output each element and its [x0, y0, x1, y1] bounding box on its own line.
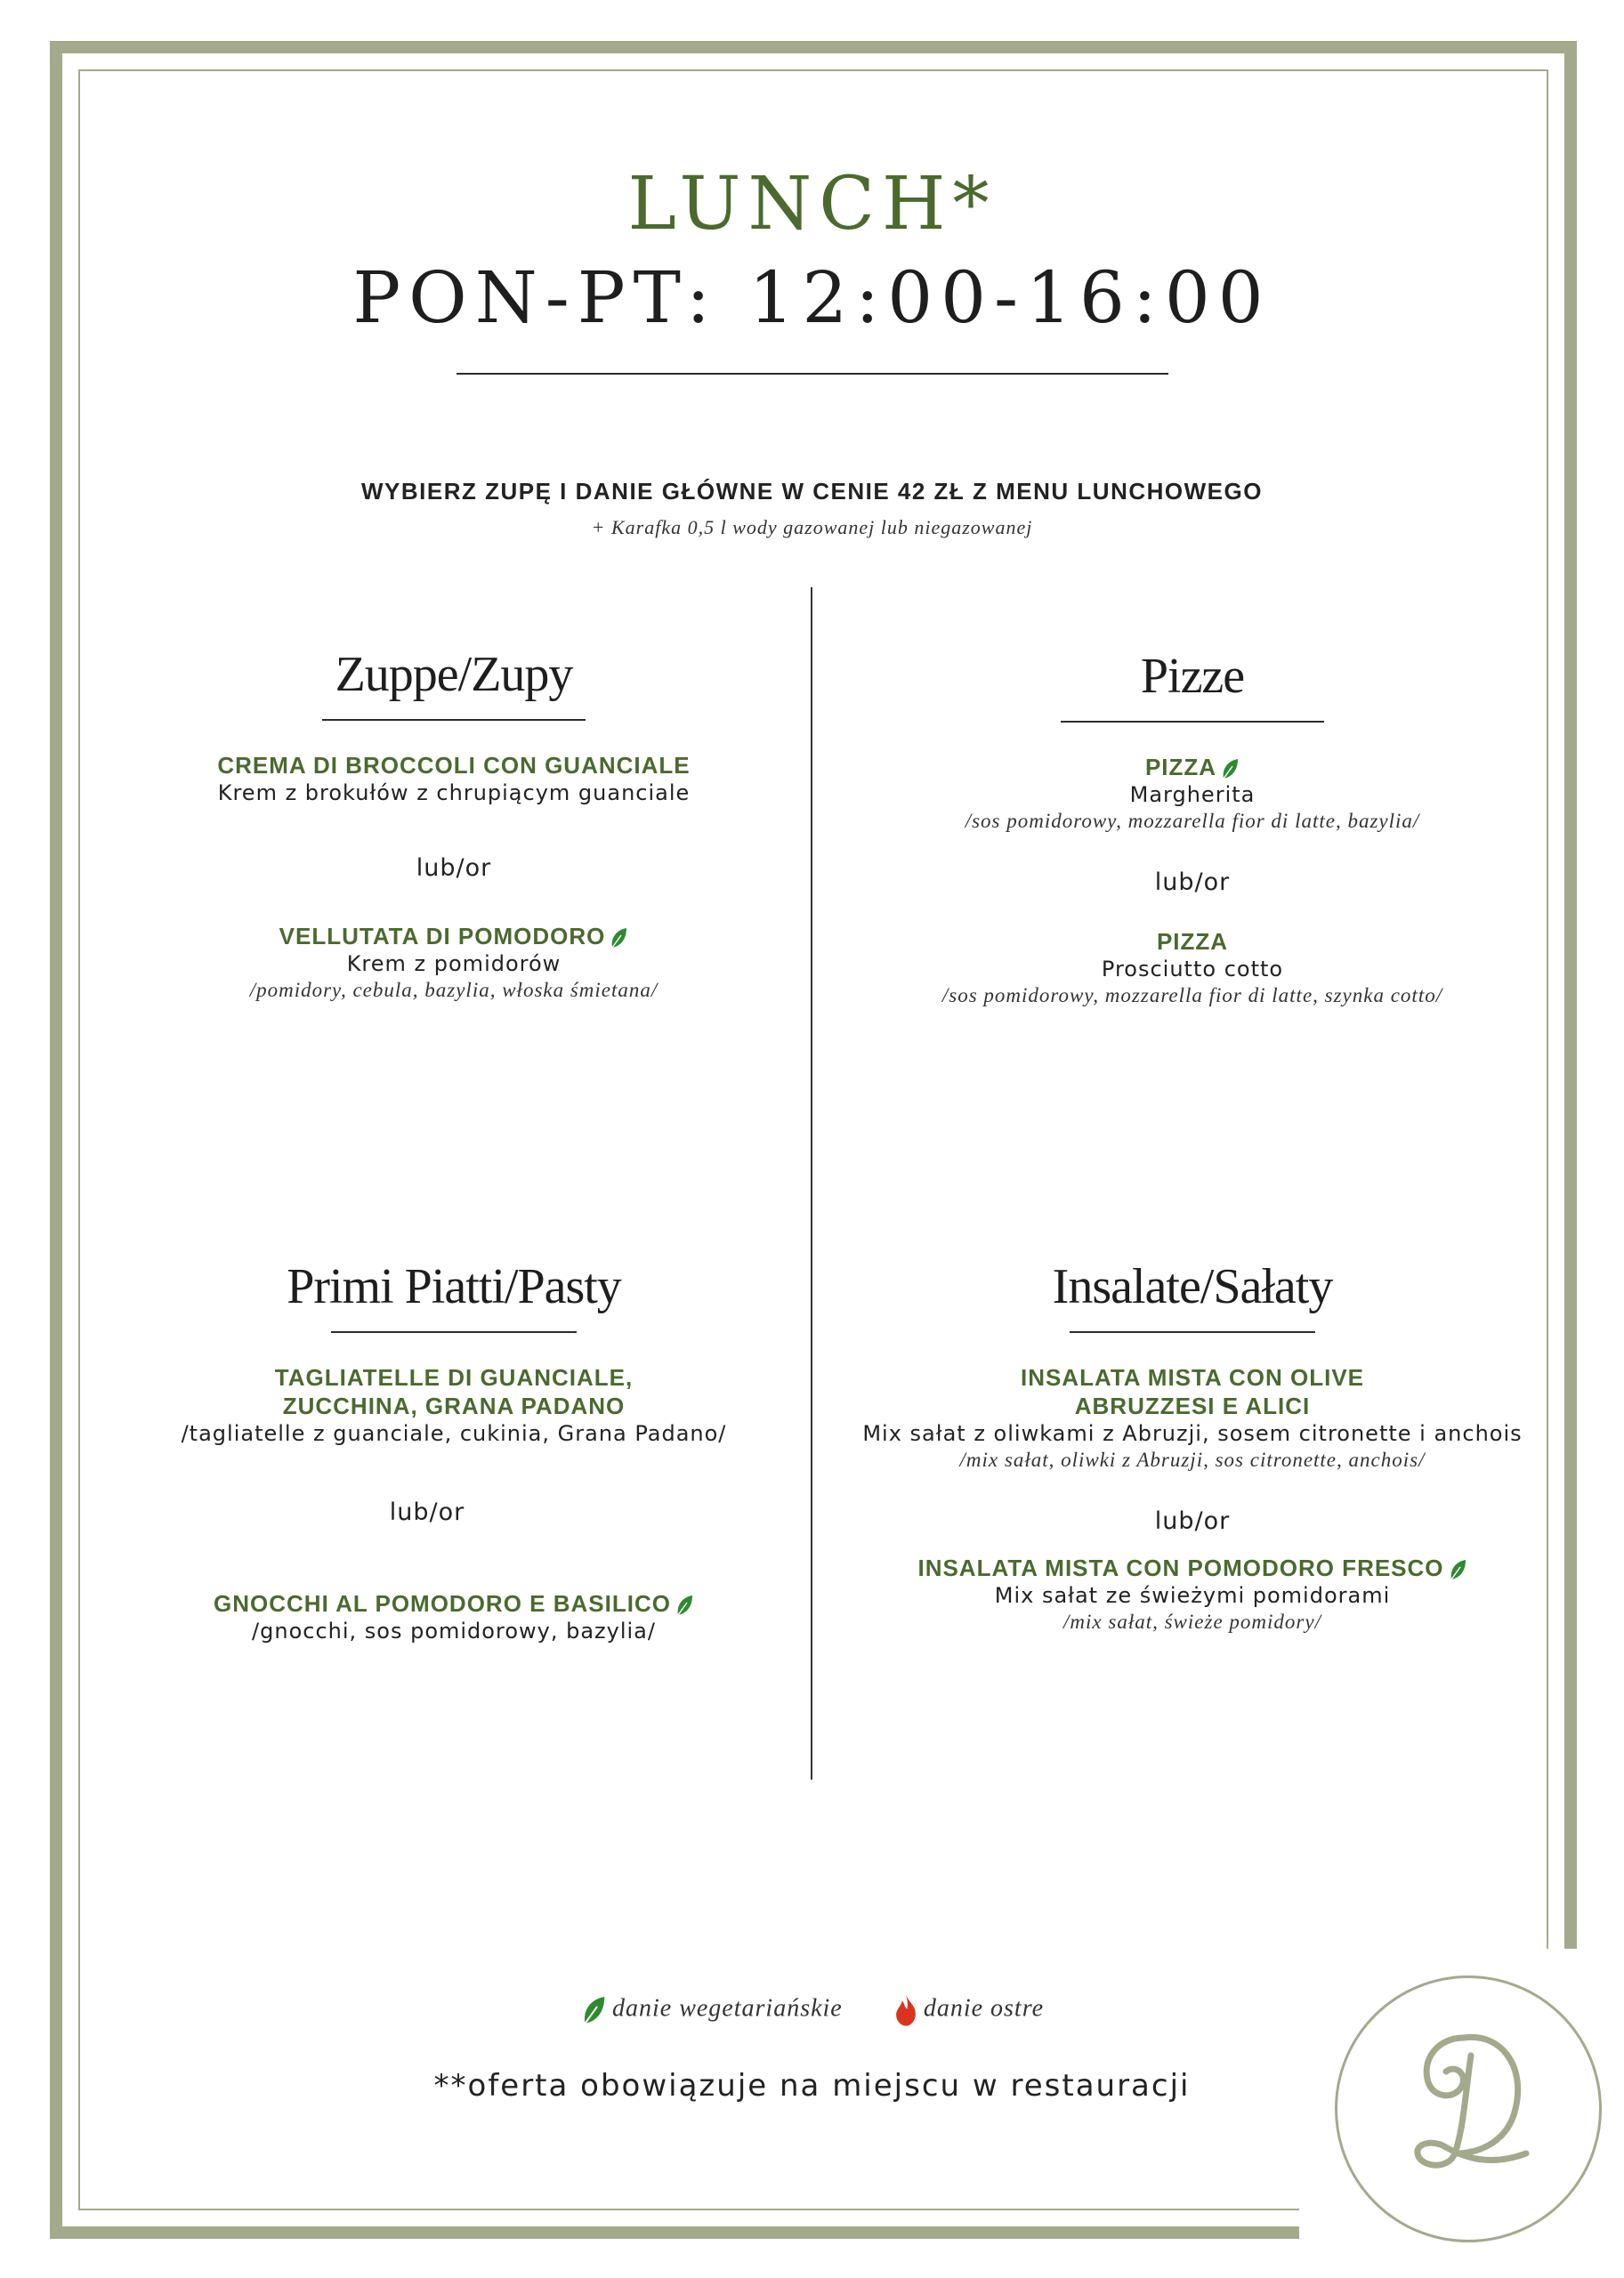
section-title: Pizze — [1140, 649, 1245, 704]
dish-name: PIZZA — [1144, 754, 1217, 780]
dish-description: Krem z pomidorów — [346, 951, 562, 976]
offer-text: WYBIERZ ZUPĘ I DANIE GŁÓWNE W CENIE 42 ZŁ Z MENU LUNCHOWEGO — [361, 478, 1263, 505]
menu-hours: PON-PT: 12:00-16:00 — [352, 256, 1272, 339]
section-title: Primi Piatti/Pasty — [287, 1259, 621, 1314]
vegetarian-leaf-icon — [580, 1994, 607, 2026]
section-rule — [322, 719, 586, 721]
restaurant-logo-icon — [1402, 2020, 1544, 2180]
inner-frame — [78, 69, 1548, 2210]
dish-name: ABRUZZESI E ALICI — [1074, 1393, 1311, 1419]
menu-title: LUNCH* — [627, 162, 997, 246]
dish-ingredients: /sos pomidorowy, mozzarella fior di latte, bazylia/ — [965, 810, 1420, 832]
dish-description: Mix sałat ze świeżymi pomidorami — [994, 1583, 1391, 1608]
or-separator: lub/or — [1154, 868, 1231, 896]
dish-name: GNOCCHI AL POMODORO E BASILICO — [214, 1590, 671, 1617]
dish-name: CREMA DI BROCCOLI CON GUANCIALE — [217, 752, 691, 779]
title-divider — [456, 373, 1168, 375]
dish-ingredients: /pomidory, cebula, bazylia, włoska śmietana/ — [249, 979, 658, 1001]
offer-subtext: + Karafka 0,5 l wody gazowanej lub niegazowanej — [591, 516, 1033, 538]
dish-description: /tagliatelle z guanciale, cukinia, Grana Padano/ — [181, 1421, 727, 1446]
dish-name: TAGLIATELLE DI GUANCIALE, — [274, 1364, 634, 1391]
dish-description: Prosciutto cotto — [1101, 957, 1284, 981]
dish-name: VELLUTATA DI POMODORO — [279, 923, 606, 949]
dish-description: Mix sałat z oliwkami z Abruzji, sosem citronette i anchois — [862, 1421, 1523, 1446]
dish-description: /gnocchi, sos pomidorowy, bazylia/ — [252, 1619, 656, 1644]
vegetarian-leaf-icon — [675, 1594, 694, 1617]
section-rule — [1070, 1331, 1315, 1333]
dish-description: Krem z brokułów z chrupiącym guanciale — [217, 780, 691, 805]
vegetarian-leaf-icon — [1220, 757, 1240, 780]
or-separator: lub/or — [416, 854, 492, 882]
legend-spicy — [893, 1993, 1044, 2027]
legend-spicy-label: danie ostre — [923, 1994, 1044, 2023]
section-title: Zuppe/Zupy — [335, 647, 573, 702]
vegetarian-leaf-icon — [1448, 1558, 1467, 1581]
section-title: Insalate/Sałaty — [1052, 1259, 1333, 1314]
legend-vegetarian-label: danie wegetariańskie — [612, 1994, 843, 2023]
section-zupy — [133, 641, 774, 1050]
footnote: **oferta obowiązuje na miejscu w restauracji — [433, 2068, 1191, 2104]
dish-name: PIZZA — [1156, 928, 1229, 955]
column-divider — [811, 587, 812, 1780]
legend-vegetarian — [580, 1994, 843, 2026]
flame-icon — [893, 1993, 918, 2027]
dish-name: INSALATA MISTA CON OLIVE — [1020, 1364, 1365, 1391]
section-pizze — [881, 641, 1504, 1050]
section-rule — [331, 1331, 577, 1333]
or-separator: lub/or — [1154, 1507, 1231, 1535]
vegetarian-leaf-icon — [609, 926, 628, 949]
dish-description: Margherita — [1129, 782, 1256, 807]
dish-ingredients: /mix sałat, świeże pomidory/ — [1063, 1611, 1321, 1633]
dish-name: INSALATA MISTA CON POMODORO FRESCO — [917, 1555, 1444, 1581]
or-separator: lub/or — [389, 1498, 465, 1526]
section-pasty — [133, 1253, 774, 1662]
section-rule — [1061, 721, 1324, 723]
dish-name: ZUCCHINA, GRANA PADANO — [282, 1393, 626, 1419]
dish-ingredients: /sos pomidorowy, mozzarella fior di latte, szynka cotto/ — [941, 984, 1443, 1006]
dish-ingredients: /mix sałat, oliwki z Abruzji, sos citronette, anchois/ — [959, 1449, 1426, 1471]
section-salaty — [841, 1253, 1544, 1662]
